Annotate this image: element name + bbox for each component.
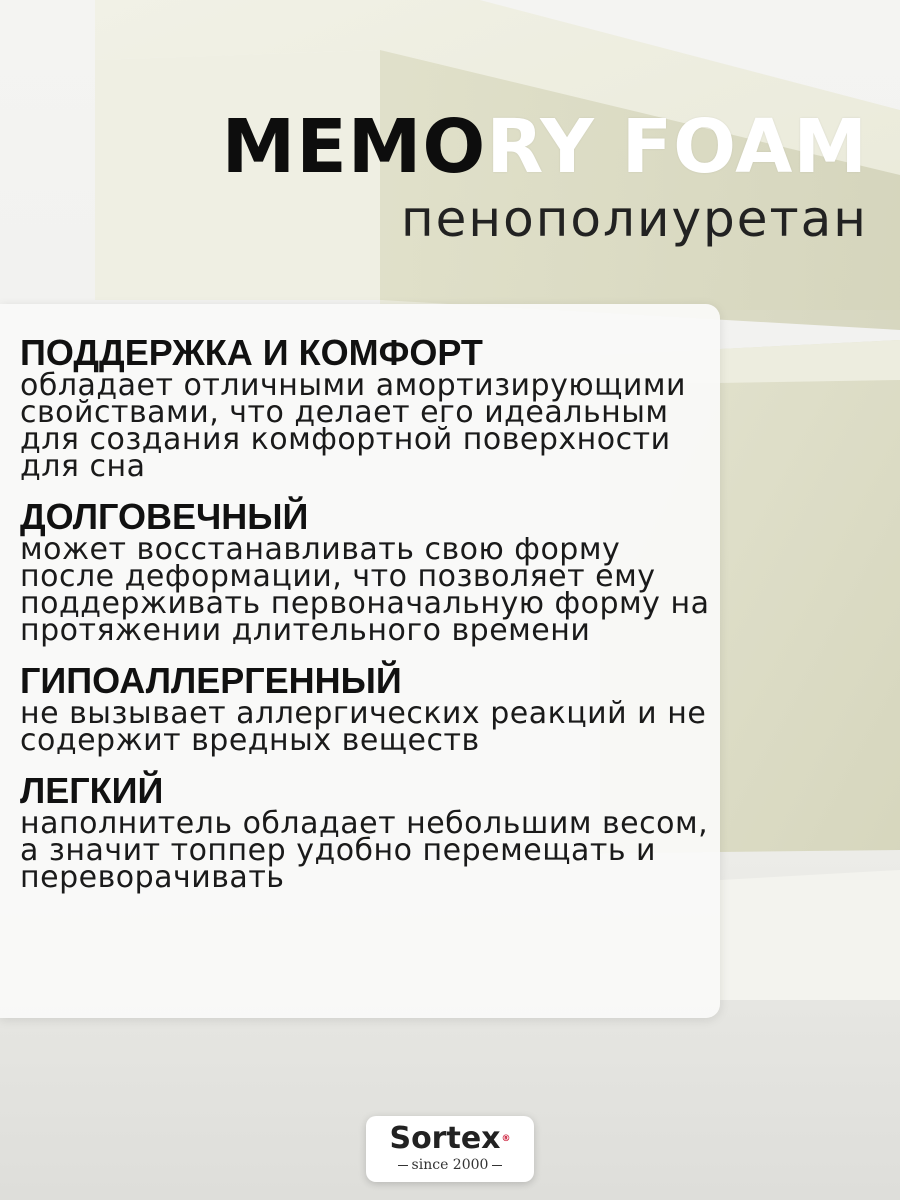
feature-heading: ЛЕГКИЙ [20,770,164,811]
brand-name-text: Sortex [389,1121,501,1156]
brand-logo [366,1116,534,1182]
registered-mark: ® [501,1134,511,1144]
feature-text: может восстанавливать свою форму после деформации, что позволяет ему поддерживать первоначальную форму на протяжении длительного времени [20,532,710,648]
brand-tagline-text: since 2000 [411,1157,489,1173]
feature-heading: ПОДДЕРЖКА И КОМФОРТ [20,332,483,373]
features-list [20,334,710,909]
brand-name [366,1122,534,1156]
brand-tagline [366,1156,534,1174]
feature-durable [20,496,710,648]
tagline-dash-left [398,1165,408,1166]
feature-hypoallergenic [20,660,710,758]
feature-light [20,770,710,895]
feature-text: обладает отличными амортизирующими свойствами, что делает его идеальным для создания комфортной поверхности для сна [20,368,686,484]
header [0,105,868,247]
feature-text: не вызывает аллергических реакций и не содержит вредных веществ [20,696,707,758]
feature-support-comfort [20,332,710,484]
feature-heading: ДОЛГОВЕЧНЫЙ [20,496,309,537]
title-light-part: RY FOAM [486,104,868,190]
title-dark-part: MEMO [221,104,487,190]
tagline-dash-right [492,1165,502,1166]
page-title [0,105,868,189]
page-subtitle: пенополиуретан [400,190,868,248]
feature-text: наполнитель обладает небольшим весом, а значит топпер удобно перемещать и переворачивать [20,806,709,895]
feature-heading: ГИПОАЛЛЕРГЕННЫЙ [20,660,402,701]
